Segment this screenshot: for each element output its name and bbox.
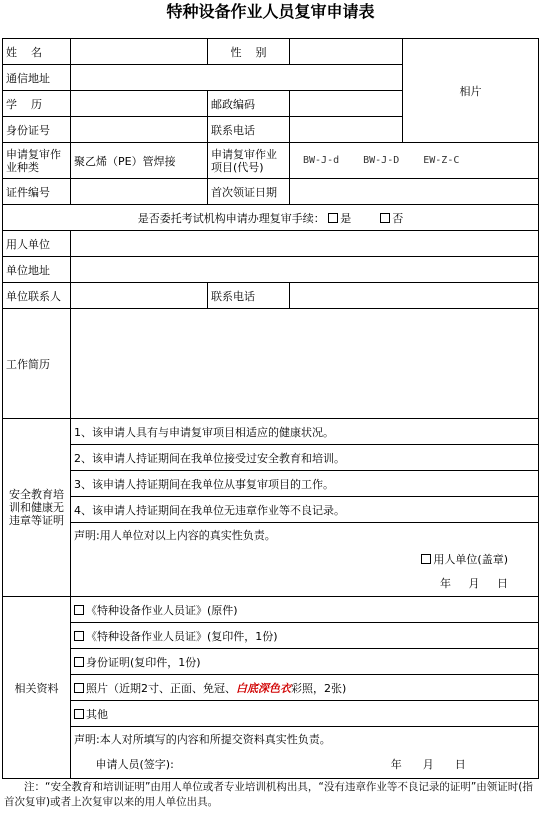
safety-proof-label: 安全教育培训和健康无违章等证明 (3, 419, 71, 597)
postcode-field[interactable] (290, 91, 403, 117)
name-label: 姓 名 (3, 39, 71, 65)
review-item-codes[interactable] (290, 143, 539, 179)
seal-checkbox[interactable] (421, 554, 431, 564)
materials-label: 相关资料 (3, 597, 71, 779)
address-field[interactable] (71, 65, 403, 91)
phone-label: 联系电话 (208, 117, 290, 143)
applicant-sign-row (71, 751, 539, 779)
material-item (71, 597, 539, 623)
entrust-no-checkbox[interactable] (380, 213, 390, 223)
applicant-statement: 声明:本人对所填写的内容和所提交资料真实性负责。 (71, 727, 539, 751)
material-text: 其他 (86, 707, 108, 721)
photo-req-highlight: 白底深色衣 (236, 681, 291, 695)
review-code: EW-Z-C (423, 155, 460, 166)
safety-item: 2、该申请人持证期间在我单位接受过安全教育和培训。 (71, 445, 539, 471)
safety-item: 1、该申请人具有与申请复审项目相适应的健康状况。 (71, 419, 539, 445)
photo-req-suffix: 彩照，2张) (291, 681, 347, 695)
gender-label: 性 别 (208, 39, 290, 65)
entrust-row (3, 205, 539, 231)
applicant-sign-label: 申请人员(签字): (95, 758, 174, 772)
material-text: 《特种设备作业人员证》(原件) (86, 603, 238, 617)
entrust-question: 是否委托考试机构申请办理复审手续： (137, 211, 325, 225)
material-checkbox[interactable] (74, 605, 84, 615)
work-history-label: 工作简历 (3, 309, 71, 419)
work-history-field[interactable] (71, 309, 539, 419)
material-checkbox[interactable] (74, 683, 84, 693)
employer-field[interactable] (71, 231, 539, 257)
material-checkbox[interactable] (74, 657, 84, 667)
first-cert-date-label: 首次领证日期 (208, 179, 290, 205)
education-field[interactable] (71, 91, 208, 117)
employer-contact-label: 单位联系人 (3, 283, 71, 309)
first-cert-date-field[interactable] (290, 179, 539, 205)
photo-req-prefix: 照片（近期2寸、正面、免冠、 (86, 681, 236, 695)
employer-seal-label: 用人单位(盖章) (433, 552, 508, 566)
employer-phone-field[interactable] (290, 283, 539, 309)
employer-contact-field[interactable] (71, 283, 208, 309)
safety-date[interactable]: 年 月 日 (71, 571, 539, 597)
material-checkbox[interactable] (74, 631, 84, 641)
review-code: BW-J-D (363, 155, 400, 166)
material-checkbox[interactable] (74, 709, 84, 719)
form-title: 特种设备作业人员复审申请表 (166, 2, 375, 21)
safety-statement: 声明:用人单位对以上内容的真实性负责。 (71, 523, 539, 547)
safety-item: 4、该申请人持证期间在我单位无违章作业等不良记录。 (71, 497, 539, 523)
entrust-yes-label: 是 (340, 211, 352, 225)
material-item (71, 701, 539, 727)
review-type-label: 申请复审作业种类 (3, 143, 71, 179)
id-number-label: 身份证号 (3, 117, 71, 143)
cert-number-label: 证件编号 (3, 179, 71, 205)
material-text: 《特种设备作业人员证》(复印件，1份) (86, 629, 278, 643)
name-field[interactable] (71, 39, 208, 65)
review-item-label: 申请复审作业项目(代号) (208, 143, 290, 179)
footnote: 注：“安全教育和培训证明”由用人单位或者专业培训机构出具，“没有违章作业等不良记录的证明”由领证时(指首次复审)或者上次复审以来的用人单位出具。 (4, 781, 533, 808)
entrust-yes-checkbox[interactable] (328, 213, 338, 223)
employer-address-label: 单位地址 (3, 257, 71, 283)
address-label: 通信地址 (3, 65, 71, 91)
material-item (71, 675, 539, 701)
safety-item: 3、该申请人持证期间在我单位从事复审项目的工作。 (71, 471, 539, 497)
material-text: 身份证明(复印件，1份) (86, 655, 201, 669)
material-item (71, 649, 539, 675)
phone-field[interactable] (290, 117, 403, 143)
entrust-no-label: 否 (392, 211, 404, 225)
photo-box[interactable]: 相片 (403, 39, 539, 143)
applicant-sign-date[interactable]: 年 月 日 (390, 758, 466, 772)
id-number-field[interactable] (71, 117, 208, 143)
gender-field[interactable] (290, 39, 403, 65)
review-code: BW-J-d (303, 155, 340, 166)
employer-phone-label: 联系电话 (208, 283, 290, 309)
cert-number-field[interactable] (71, 179, 208, 205)
education-label: 学 历 (3, 91, 71, 117)
employer-label: 用人单位 (3, 231, 71, 257)
postcode-label: 邮政编码 (208, 91, 290, 117)
review-type-value[interactable]: 聚乙烯（PE）管焊接 (71, 143, 208, 179)
employer-address-field[interactable] (71, 257, 539, 283)
application-form-table (2, 38, 539, 779)
employer-seal-row (71, 547, 539, 571)
material-item (71, 623, 539, 649)
